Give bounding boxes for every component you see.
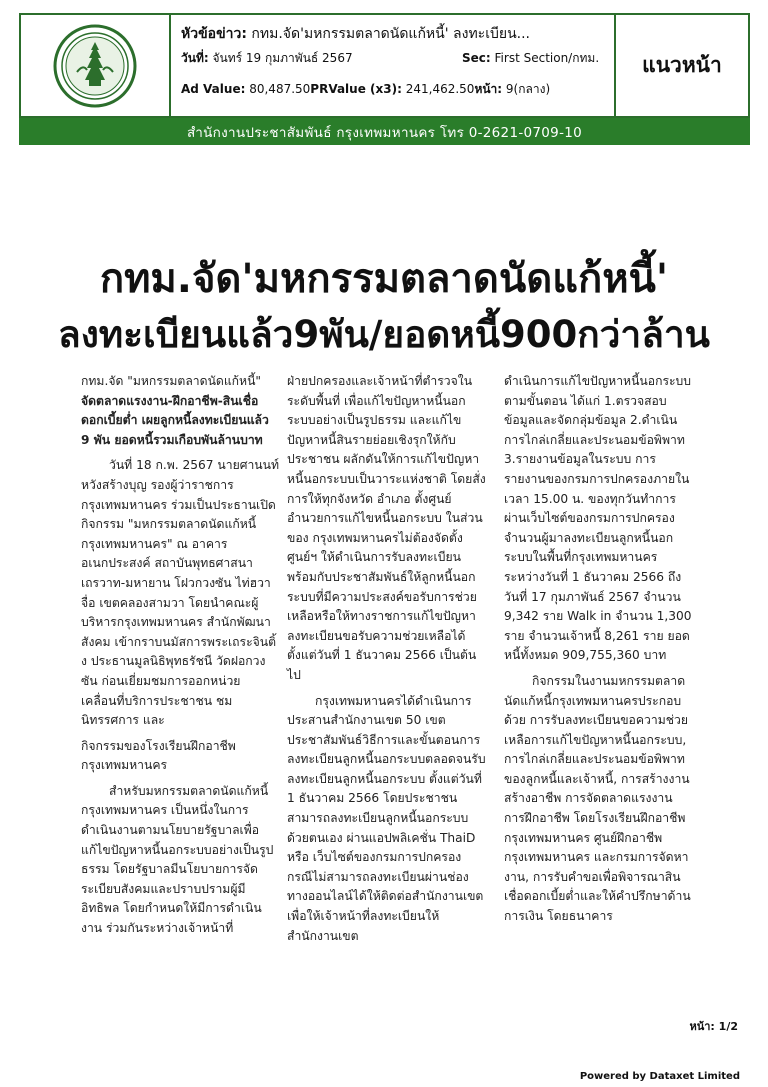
paragraph: กิจกรรมในงานมหกรรมตลาดนัดแก้หนี้กรุงเทพมหานครประกอบด้วย การรับลงทะเบียนขอความช่วยเหลือการแก้ไขปัญหาหนี้นอกระบบ, การไกล่เกลี่ยและประนอมข้อพิพาทของลูกหนี้และเจ้าหนี้, การสร้างงานสร้างอาชีพ การจัดตลาดแรงงาน การฝึกอาชีพ โดยโรงเรียนฝึกอาชีพกรุงเทพมหานคร ศูนย์ฝึกอาชีพกรุงเทพมหานคร และกรมการจัดหางาน, การรับคำขอเพื่อพิจารณาสินเชื่อดอกเบี้ยต่ำและให้คำปรึกษาด้านการเงิน โดยธนาคาร — [504, 673, 691, 924]
paragraph: กิจกรรมของโรงเรียนฝึกอาชีพกรุงเทพมหานคร — [81, 738, 236, 773]
ad-value: 80,487.50 — [249, 82, 311, 96]
bma-seal-icon — [53, 24, 137, 108]
bma-logo — [21, 15, 171, 116]
date-value: จันทร์ 19 กุมภาพันธ์ 2567 — [212, 51, 353, 65]
paragraph: วันที่ 18 ก.พ. 2567 นายศานนท์ หวังสร้างบุญ รองผู้ว่าราชการกรุงเทพมหานคร ร่วมเป็นประธานเปิดกิจกรรม "มหกรรมตลาดนัดแก้หนี้ กรุงเทพมหานคร" ณ อาคารอเนกประสงค์ สถาบันพุทธศาสนาเถรวาท-มหายาน โฝวกวงซัน ไท่ฮวาจื่อ เขตคลองสามวา โดยนำคณะผู้บริหารกรุงเทพมหานคร สำนักพัฒนาสังคม เข้ากราบนมัสการพระเถระจินติ้ง ประธานมูลนิธิพุทธรัชนี วัดฝอกวงซัน ก่อนเยี่ยมชมการออกหน่วยเคลื่อนที่บริการประชาชน ชมนิทรรศการ และ — [81, 458, 279, 728]
subject-text: กทม.จัด'มหกรรมตลาดนัดแก้หนี้' ลงทะเบียน... — [251, 26, 530, 42]
headline-line2: ลงทะเบียนแล้ว9พัน/ยอดหนี้900กว่าล้าน — [58, 313, 710, 356]
clipping-header — [19, 13, 750, 118]
section-label: Sec: — [462, 51, 491, 65]
article-column-3 — [504, 372, 697, 927]
pr-value-label: PRValue (x3): — [310, 82, 402, 96]
newspaper-name: แนวหน้า — [614, 15, 748, 116]
subject-label: หัวข้อข่าว: — [181, 26, 247, 42]
paragraph: กรุงเทพมหานครได้ดำเนินการประสานสำนักงานเขต 50 เขต ประชาสัมพันธ์วิธีการและขั้นตอนการลงทะเบียนลูกหนี้นอกระบบตลอดจนรับลงทะเบียนลูกหนี้นอกระบบ ตั้งแต่วันที่ 1 ธันวาคม 2566 โดยประชาชนสามารถลงทะเบียนลูกหนี้นอกระบบด้วยตนเอง ผ่านแอปพลิเคชั่น ThaiD หรือ เว็บไซต์ของกรมการปกครอง กรณีไม่สามารถลงทะเบียนผ่านช่องทางออนไลน์ได้ให้ติดต่อสำนักงานเขต เพื่อให้เจ้าหน้าที่ลงทะเบียนให้ สำนักงานเขต — [287, 693, 486, 943]
value-row — [181, 80, 550, 99]
section-value: First Section/กทม. — [494, 51, 600, 65]
section-row — [462, 49, 599, 68]
article-column-1 — [81, 372, 279, 939]
page-value: 9(กลาง) — [505, 82, 551, 96]
date-label: วันที่: — [181, 51, 209, 65]
powered-by: Powered by Dataxet Limited — [579, 1071, 740, 1082]
paragraph: ฝ่ายปกครองและเจ้าหน้าที่ตำรวจในระดับพื้นที่ เพื่อแก้ไขปัญหาหนี้นอกระบบอย่างเป็นรูปธรรม และแก้ไขปัญหาหนี้สินรายย่อยเชิงรุกให้กับประชาชน ผลักดันให้การแก้ไขปัญหาหนี้นอกระบบเป็นวาระแห่งชาติ โดยสั่งการให้ทุกจังหวัด อำเภอ ตั้งศูนย์อำนวยการแก้ไขหนี้นอกระบบ ในส่วนของ กรุงเทพมหานครไม่ต้องจัดตั้งศูนย์ฯ ให้ดำเนินการรับลงทะเบียนพร้อมกับประชาสัมพันธ์ให้ลูกหนี้นอกระบบที่มีความประสงค์ขอรับการช่วยเหลือหรือให้ทางราชการแก้ไขปัญหา ลงทะเบียนขอรับความช่วยเหลือได้ตั้งแต่วันที่ 1 ธันวาคม 2566 เป็นต้นไป — [287, 374, 486, 682]
lead-summary: จัดตลาดแรงงาน-ฝึกอาชีพ-สินเชื่อดอกเบี้ยต่ำ เผยลูกหนี้ลงทะเบียนแล้ว 9 พัน ยอดหนี้รวมเกือบพันล้านบาท — [81, 393, 269, 447]
pr-value: 241,462.50 — [405, 82, 475, 96]
page-label: หน้า: — [474, 82, 503, 96]
subject-row — [181, 23, 530, 45]
contact-bar: สำนักงานประชาสัมพันธ์ กรุงเทพมหานคร โทร 0-2621-0709-10 — [19, 118, 750, 145]
headline-line1: กทม.จัด'มหกรรมตลาดนัดแก้หนี้' — [99, 256, 669, 302]
article-column-2 — [287, 372, 487, 946]
paragraph: สำหรับมหกรรมตลาดนัดแก้หนี้กรุงเทพมหานคร เป็นหนึ่งในการดำเนินงานตามนโยบายรัฐบาลเพื่อแก้ไขปัญหาหนี้นอกระบบอย่างเป็นรูปธรรม โดยรัฐบาลมีนโยบายการจัดระเบียบสังคมและปราบปรามผู้มีอิทธิพล โดยกำหนดให้มีการดำเนินงาน ร่วมกันระหว่างเจ้าหน้าที่ — [81, 783, 274, 936]
clipping-info — [181, 23, 613, 113]
date-row — [181, 49, 353, 68]
lead-title: กทม.จัด "มหกรรมตลาดนัดแก้หนี้" — [81, 374, 262, 388]
paragraph: ดำเนินการแก้ไขปัญหาหนี้นอกระบบตามขั้นตอน ได้แก่ 1.ตรวจสอบข้อมูลและจัดกลุ่มข้อมูล 2.ดำเนินการไกล่เกลี่ยและประนอมข้อพิพาท 3.รายงานข้อมูลในระบบ การรายงานของกรมการปกครองภายใน เวลา 15.00 น. ของทุกวันทำการ ผ่านเว็บไซต์ของกรมการปกครอง จำนวนผู้มาลงทะเบียนลูกหนี้นอกระบบในพื้นที่กรุงเทพมหานคร ระหว่างวันที่ 1 ธันวาคม 2566 ถึง วันที่ 17 กุมภาพันธ์ 2567 จำนวน 9,342 ราย Walk in จำนวน 1,300 ราย จำนวนเจ้าหนี้ 8,261 ราย ยอดหนี้ทั้งหมด 909,755,360 บาท — [504, 374, 692, 663]
ad-value-label: Ad Value: — [181, 82, 246, 96]
page-indicator: หน้า: 1/2 — [689, 1020, 738, 1033]
